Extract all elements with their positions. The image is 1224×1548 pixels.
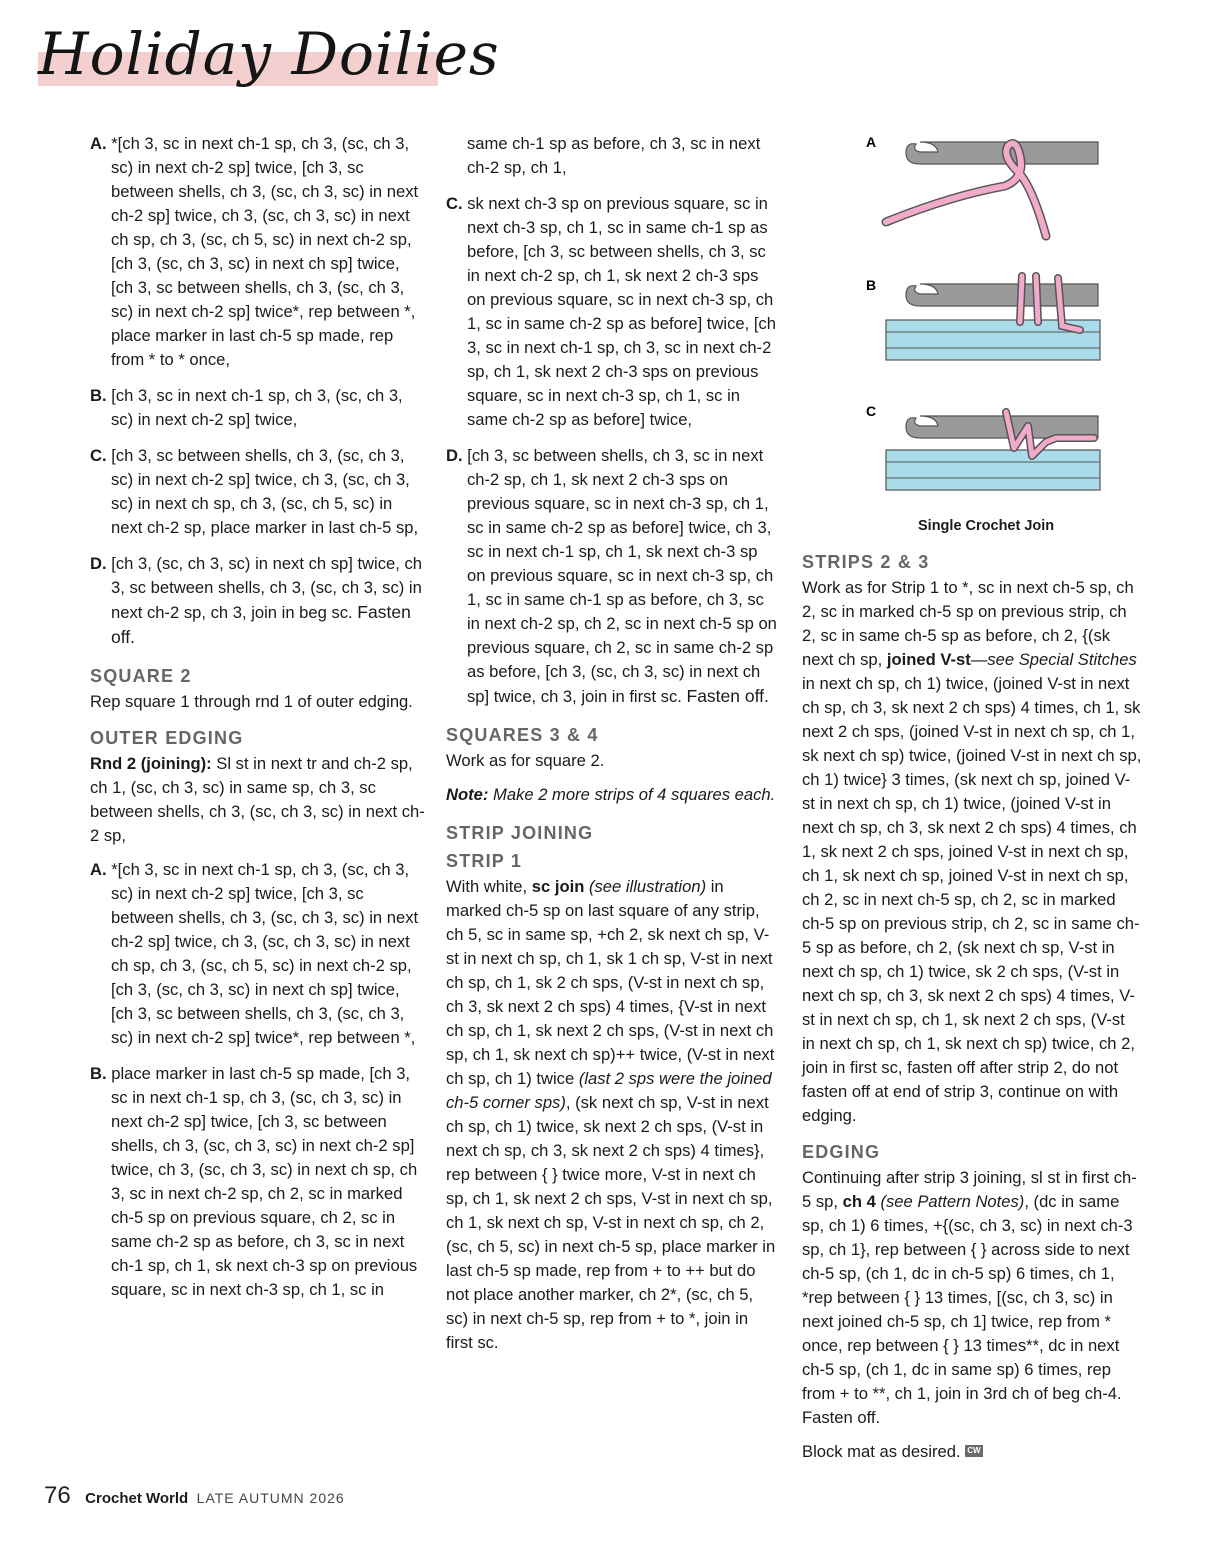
single-crochet-join-illustration (850, 126, 1140, 546)
step-d: D. [ch 3, (sc, ch 3, sc) in next ch sp] twice, ch 3, sc between shells, ch 3, (sc, ch 3, sc) in next ch-2 sp, ch 3, join in beg sc. Fasten off. (90, 554, 423, 647)
heading-strips-2-3: STRIPS 2 & 3 (802, 552, 930, 572)
heading-squares-3-4: SQUARES 3 & 4 (446, 725, 599, 745)
label-c: C (866, 403, 877, 419)
block-text: Block mat as desired. CW (802, 1442, 981, 1461)
strips-2-3-text: Work as for Strip 1 to *, sc in next ch-5 sp, ch 2, sc in marked ch-5 sp on previous strip, ch 2, sc in same ch-5 sp as before, ch 2, {(sk next ch sp, joined V-st—see Special Stitches in next ch sp, ch 1) twice, (joined V-st in next ch sp, ch 3, sk next 2 ch sps) 4 times, ch 1, sk next 2 ch sps, (joined V-st in next ch sp, ch 1, sk next ch sp) twice, (joined V-st in next ch sp, ch 1) twice} 3 times, (sk next ch sp, joined V-st in next ch sp, ch 1) twice, (joined V-st in next ch sp, ch 3, sk next 2 ch sps) 4 times, ch 1, sk next 2 ch sps, joined V-st in next ch sp, ch 1, sk next ch sp, joined V-st in next ch sp, ch 2, sc in next ch-5 sp, ch 2, sc in marked ch-5 sp on previous strip, ch 2, sc in same ch-5 sp as before, ch 2, (sk next ch sp, V-st in next ch sp, ch 1) twice, sk 2 ch sps, (V-st in next ch sp, ch 3, sk next 2 ch sps) 4 times, V-st in next ch sp, ch 1, sk next 2 ch sps, (V-st in next ch sp, ch 1, sk next ch sp) twice, ch 2, join in first sc, fasten off after strip 2, do not fasten off at end of strip 3, continue on with edging. (802, 578, 1142, 1125)
column-1 (90, 132, 425, 1314)
column-3 (802, 548, 1142, 1464)
hook-b (906, 284, 1098, 306)
fabric-c (886, 450, 1100, 490)
issue-label: LATE AUTUMN 2026 (196, 1490, 345, 1506)
illustration-caption: Single Crochet Join (918, 518, 1055, 534)
label-a: A (866, 134, 877, 150)
column-2 (446, 132, 778, 1355)
step-a-2: A. *[ch 3, sc in next ch-1 sp, ch 3, (sc, ch 3, sc) in next ch-2 sp] twice, [ch 3, sc between shells, ch 3, (sc, ch 3, sc) in next ch-2 sp] twice, ch 3, (sc, ch 3, sc) in next ch sp, ch 3, (sc, ch 5, sc) in next ch-2 sp, [ch 3, (sc, ch 3, sc) in next ch sp] twice, [ch 3, sc between shells, ch 3, (sc, ch 3, sc) in next ch-2 sp] twice*, rep between *, (90, 860, 419, 1047)
rnd-2-text: Rnd 2 (joining): Sl st in next tr and ch-2 sp, ch 1, (sc, ch 3, sc) in same sp, ch 3, sc between shells, ch 3, (sc, ch 3, sc) in next ch-2 sp, (90, 754, 425, 845)
magazine-name: Crochet World (85, 1490, 189, 1507)
heading-square-2: SQUARE 2 (90, 666, 192, 686)
square-2-text: Rep square 1 through rnd 1 of outer edging. (90, 692, 413, 711)
step-c-2: C. sk next ch-3 sp on previous square, sc in next ch-3 sp, ch 1, sc in same ch-1 sp as before, [ch 3, sc between shells, ch 3, sc in next ch-2 sp, ch 1, sk next 2 ch-3 sps on previous square, sc in next ch-3 sp, ch 1, sc in same ch-2 sp as before] twice, [ch 3, sc in next ch-1 sp, ch 3, sc in next ch-2 sp, ch 1, sk next 2 ch-3 sps on previous square, sc in next ch-3 sp, ch 1, sc in same ch-2 sp as before] twice, (446, 194, 776, 429)
page-number: 76 (44, 1482, 71, 1509)
page-title: Holiday Doilies (38, 20, 500, 88)
illustration-svg (850, 126, 1140, 546)
note: Note: Make 2 more strips of 4 squares each. (446, 785, 776, 804)
step-b-2-continued: same ch-1 sp as before, ch 3, sc in next ch-2 sp, ch 1, (467, 134, 761, 177)
label-b: B (866, 277, 877, 293)
footer (44, 1482, 345, 1510)
heading-strip-1: STRIP 1 (446, 851, 523, 871)
strip-1-text: With white, sc join (see illustration) in marked ch-5 sp on last square of any strip, ch 5, sc in same sp, +ch 2, sk next ch sp, V-st in next ch sp, ch 1, sk 1 ch sp, V-st in next ch sp, ch 1, sk 2 ch sps, (V-st in next ch sp, ch 3, sk next 2 ch sps) 4 times, {V-st in next ch sp, ch 1, sk next 2 ch sps, (V-st in next ch sp, ch 1, sk next ch sp)++ twice, (V-st in next ch sp, ch 1) twice (last 2 sps were the joined ch-5 corner sps), (sk next ch sp, V-st in next ch sp, ch 1) twice, sk next 2 ch sps, (V-st in next ch sp, ch 3, sk next 2 ch sps) 4 times}, rep between { } twice more, V-st in next ch sp, ch 1, sk next 2 ch sps, V-st in next ch sp, ch 1, sk next ch sp, V-st in next ch sp, ch 2, (sc, ch 5, sc) in next ch-5 sp, place marker in last ch-5 sp made, rep from + to ++ but do not place another marker, ch 2*, (sc, ch 5, sc) in next ch-5 sp, rep from + to *, join in first sc. (446, 877, 776, 1352)
heading-strip-joining: STRIP JOINING (446, 823, 594, 843)
step-a: A. *[ch 3, sc in next ch-1 sp, ch 3, (sc, ch 3, sc) in next ch-2 sp] twice, [ch 3, sc between shells, ch 3, (sc, ch 3, sc) in next ch-2 sp] twice, ch 3, (sc, ch 3, sc) in next ch sp, ch 3, (sc, ch 5, sc) in next ch-2 sp, [ch 3, (sc, ch 3, sc) in next ch sp] twice, [ch 3, sc between shells, ch 3, (sc, ch 3, sc) in next ch-2 sp] twice*, rep between *, place marker in last ch-5 sp made, rep from * to * once, (90, 134, 419, 369)
heading-outer-edging: OUTER EDGING (90, 728, 244, 748)
squares-3-4-text: Work as for square 2. (446, 751, 605, 770)
step-c: C. [ch 3, sc between shells, ch 3, (sc, ch 3, sc) in next ch-2 sp] twice, ch 3, (sc, ch 3, sc) in next ch sp, ch 3, (sc, ch 5, sc) in next ch-2 sp, place marker in last ch-5 sp, (90, 446, 419, 537)
edging-text: Continuing after strip 3 joining, sl st in first ch-5 sp, ch 4 (see Pattern Notes), (dc in same sp, ch 1) 6 times, +{(sc, ch 3, sc) in next ch-3 sp, ch 1}, rep between { } across side to next ch-5 sp, (ch 1, dc in ch-5 sp) 6 times, ch 1, *rep between { } 13 times, [(sc, ch 3, sc) in next joined ch-5 sp, ch 1] twice, rep from * once, rep between { } 13 times**, dc in next ch-5 sp, (ch 1, dc in same sp) 6 times, rep from + to **, ch 1, join in 3rd ch of beg ch-4. Fasten off. (802, 1168, 1137, 1427)
step-b: B. [ch 3, sc in next ch-1 sp, ch 3, (sc, ch 3, sc) in next ch-2 sp] twice, (90, 386, 403, 429)
step-b-2: B. place marker in last ch-5 sp made, [ch 3, sc in next ch-1 sp, ch 3, (sc, ch 3, sc) in next ch-2 sp] twice, [ch 3, sc between shells, ch 3, (sc, ch 3, sc) in next ch-2 sp] twice, ch 3, (sc, ch 3, sc) in next ch sp, ch 3, sc in next ch-2 sp, ch 2, sc in marked ch-5 sp on previous square, ch 2, sc in same ch-2 sp as before, ch 3, sc in next ch-1 sp, ch 1, sk next ch-3 sp on previous square, sc in next ch-3 sp, ch 1, sc in (90, 1064, 418, 1299)
step-d-2: D. [ch 3, sc between shells, ch 3, sc in next ch-2 sp, ch 1, sk next 2 ch-3 sps on previous square, sc in next ch-3 sp, ch 1, sc in same ch-2 sp as before] twice, ch 3, sc in next ch-1 sp, ch 1, sk next ch-3 sp on previous square, sc in next ch-3 sp, ch 1, sc in same ch-1 sp as before, ch 3, sc in next ch-2 sp, ch 2, sc in next ch-5 sp on previous square, ch 2, sc in same ch-2 sp as before, [ch 3, (sc, ch 3, sc) in next ch sp] twice, ch 3, join in first sc. Fasten off. (446, 446, 777, 706)
heading-edging: EDGING (802, 1142, 881, 1162)
cw-badge: CW (967, 1446, 981, 1455)
